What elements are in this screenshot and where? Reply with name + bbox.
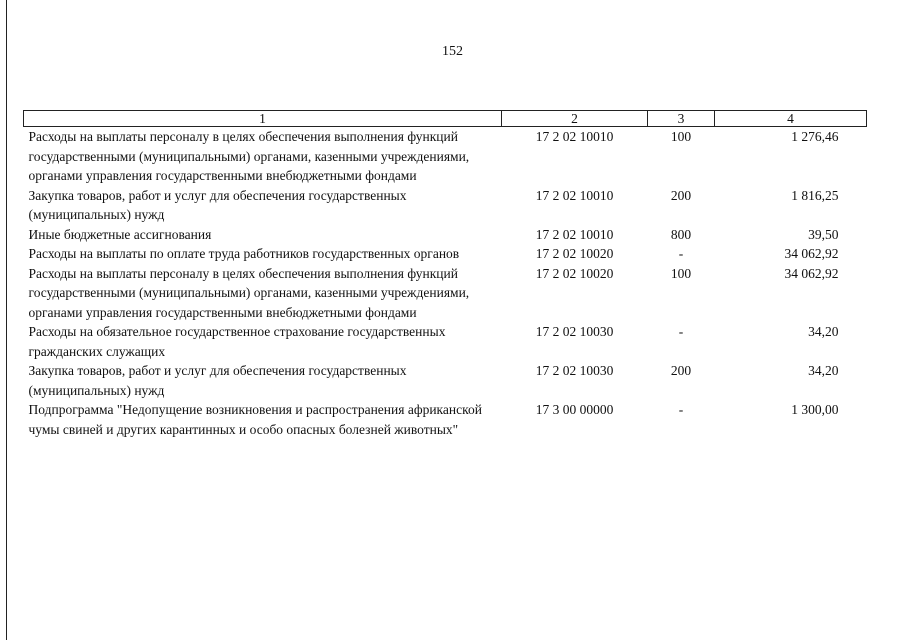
expense-type: 100 bbox=[670, 265, 692, 281]
header-col-1: 1 bbox=[24, 111, 502, 127]
header-col-4: 4 bbox=[715, 111, 867, 127]
expense-name: Закупка товаров, работ и услуг для обеспечения государственных (муниципальных) нужд bbox=[28, 363, 407, 398]
expense-name: Расходы на выплаты по оплате труда работников государственных органов bbox=[28, 246, 460, 261]
table-row bbox=[24, 244, 867, 264]
target-code: 17 2 02 10030 bbox=[535, 363, 614, 378]
page-number: 152 bbox=[442, 44, 463, 59]
table-row bbox=[24, 225, 867, 245]
target-code: 17 2 02 10030 bbox=[535, 324, 614, 339]
table-row bbox=[24, 186, 867, 225]
expense-type: 200 bbox=[670, 187, 692, 203]
target-code: 17 2 02 10020 bbox=[535, 265, 614, 281]
expense-type: 100 bbox=[670, 129, 692, 144]
amount: 34 062,92 bbox=[784, 265, 839, 281]
target-code: 17 2 02 10010 bbox=[535, 129, 614, 144]
expense-name: Расходы на обязательное государственное страхование государственных гражданских служащих bbox=[28, 324, 446, 359]
target-code: 17 2 02 10010 bbox=[535, 187, 614, 203]
amount: 39,50 bbox=[808, 226, 839, 242]
expense-name: Расходы на выплаты персоналу в целях обеспечения выполнения функций государственными (муниципальными) органами, казенными учреждениями, органами управления государственными внебюджетными фондами bbox=[28, 129, 470, 183]
amount: 34,20 bbox=[808, 363, 839, 378]
amount: 34 062,92 bbox=[784, 246, 839, 261]
header-col-2: 2 bbox=[502, 111, 648, 127]
header-row bbox=[24, 111, 867, 127]
budget-table bbox=[23, 110, 867, 439]
table-row bbox=[24, 127, 867, 186]
expense-type: - bbox=[678, 324, 684, 339]
amount: 1 300,00 bbox=[791, 402, 839, 417]
expense-name: Иные бюджетные ассигнования bbox=[28, 226, 212, 242]
amount: 1 276,46 bbox=[791, 129, 839, 144]
amount: 34,20 bbox=[808, 324, 839, 339]
expense-name: Закупка товаров, работ и услуг для обеспечения государственных (муниципальных) нужд bbox=[28, 187, 407, 222]
header-col-3: 3 bbox=[648, 111, 715, 127]
scan-left-edge-line bbox=[6, 0, 7, 640]
expense-type: 200 bbox=[670, 363, 692, 378]
table-row bbox=[24, 322, 867, 361]
expense-type: 800 bbox=[670, 226, 692, 242]
target-code: 17 2 02 10010 bbox=[535, 226, 614, 242]
table-row bbox=[24, 361, 867, 400]
expense-type: - bbox=[678, 246, 684, 261]
target-code: 17 2 02 10020 bbox=[535, 246, 614, 261]
amount: 1 816,25 bbox=[791, 187, 839, 203]
expense-type: - bbox=[678, 402, 684, 417]
table-row bbox=[24, 264, 867, 323]
expense-name: Расходы на выплаты персоналу в целях обеспечения выполнения функций государственными (муниципальными) органами, казенными учреждениями, органами управления государственными внебюджетными фондами bbox=[28, 265, 470, 320]
table-row bbox=[24, 400, 867, 439]
expense-name: Подпрограмма "Недопущение возникновения и распространения африканской чумы свиней и других карантинных и особо опасных болезней животных" bbox=[28, 402, 482, 437]
target-code: 17 3 00 00000 bbox=[535, 402, 614, 417]
